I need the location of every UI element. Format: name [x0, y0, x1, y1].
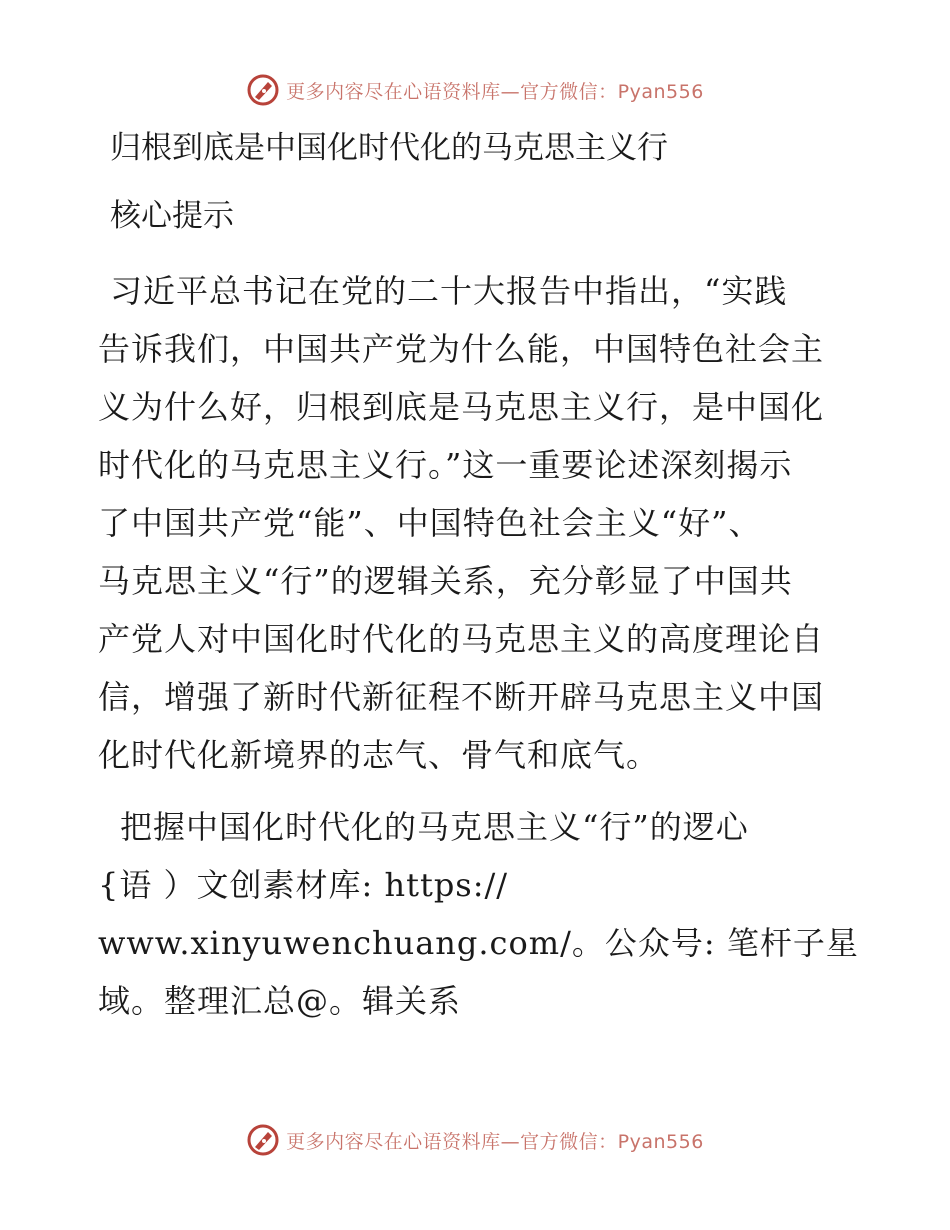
document-subtitle: 核心提示: [110, 198, 234, 234]
paragraph-line: 信，增强了新时代新征程不断开辟马克思主义中国: [98, 678, 825, 716]
source-line: {语 ）文创素材库: https://: [98, 866, 509, 904]
paragraph-line: 时代化的马克思主义行。”这一重要论述深刻揭示: [98, 446, 793, 484]
source-note: [98, 856, 859, 1030]
source-line: www.xinyuwenchuang.com/。公众号: 笔杆子星: [98, 924, 859, 962]
paragraph-line: 了中国共产党“能”、中国特色社会主义“好”、: [98, 504, 762, 542]
document-title: 归根到底是中国化时代化的马克思主义行: [110, 130, 668, 166]
footer-banner: [0, 1120, 950, 1160]
paragraph-line: 习近平总书记在党的二十大报告中指出，“实践: [110, 272, 788, 310]
paragraph-line: 告诉我们，中国共产党为什么能，中国特色社会主: [98, 330, 825, 368]
paragraph-line: 产党人对中国化时代化的马克思主义的高度理论自: [98, 620, 825, 658]
pen-nib-circle-icon: [246, 73, 280, 107]
banner-text: 更多内容尽在心语资料库—官方微信：Pyan556: [286, 1130, 704, 1153]
header-banner: [0, 70, 950, 110]
banner-text: 更多内容尽在心语资料库—官方微信：Pyan556: [286, 80, 704, 103]
document-body: [98, 122, 859, 1030]
paragraph-1: [98, 262, 854, 784]
source-line: 域。整理汇总@。辑关系: [98, 982, 462, 1020]
paragraph-line: 义为什么好，归根到底是马克思主义行，是中国化: [98, 388, 825, 426]
paragraph-2: 把握中国化时代化的马克思主义“行”的逻心: [120, 808, 749, 846]
paragraph-line: 化时代化新境界的志气、骨气和底气。: [98, 736, 660, 774]
paragraph-line: 马克思主义“行”的逻辑关系，充分彰显了中国共: [98, 562, 793, 600]
pen-nib-circle-icon: [246, 1123, 280, 1157]
